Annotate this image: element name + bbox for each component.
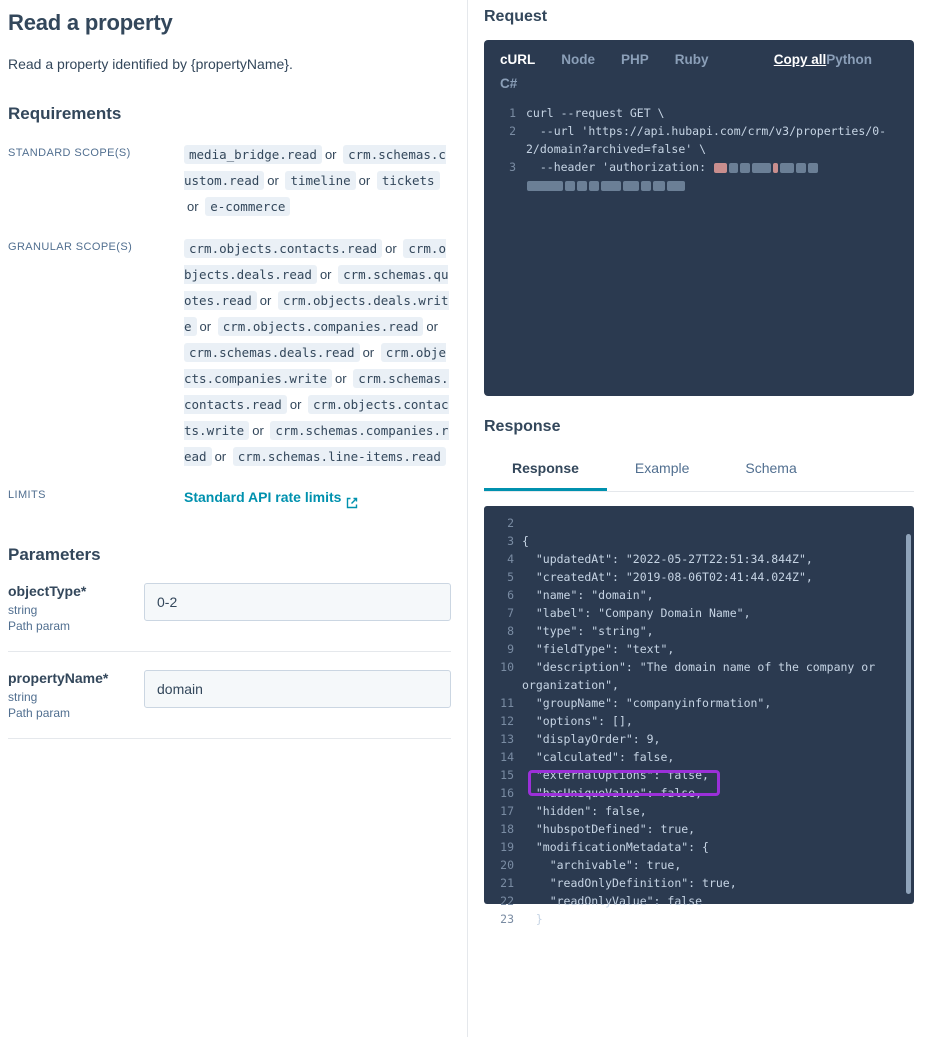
- json-line: [488, 838, 906, 856]
- request-code-body: [484, 100, 914, 204]
- redacted-token: [780, 163, 794, 173]
- limits-link-label: Standard API rate limits: [184, 489, 342, 505]
- parameter-row-propertyname: [8, 652, 451, 739]
- code-line-redacted: [494, 176, 904, 194]
- scope-separator: or: [324, 147, 337, 162]
- scope-chip: crm.schemas.deals.read: [184, 343, 360, 362]
- line-number: 2: [507, 516, 514, 530]
- json-line: [488, 640, 906, 658]
- scope-chip: tickets: [377, 171, 440, 190]
- line-number: 22: [500, 894, 514, 908]
- scope-separator: or: [187, 199, 199, 214]
- line-text: "calculated": false,: [522, 750, 675, 764]
- line-number: 4: [507, 552, 514, 566]
- json-line: [488, 784, 906, 802]
- language-tab-ruby[interactable]: Ruby: [674, 52, 709, 67]
- line-number: 20: [500, 858, 514, 872]
- line-text: "readOnlyDefinition": true,: [522, 876, 737, 890]
- json-line: [488, 604, 906, 622]
- json-line: [488, 568, 906, 586]
- scope-chip: crm.schemas.custom.read: [184, 147, 446, 188]
- redacted-token: [589, 181, 599, 191]
- redacted-token: [729, 163, 738, 173]
- redacted-token: [577, 181, 587, 191]
- parameter-name-text: propertyName: [8, 670, 103, 686]
- language-tab-csharp[interactable]: C#: [500, 76, 518, 91]
- scope-separator: or: [426, 319, 438, 334]
- line-text: "description": "The domain name of the company or organization",: [522, 660, 883, 692]
- redacted-token: [752, 163, 771, 173]
- scope-chip: crm.objects.companies.read: [218, 317, 424, 336]
- line-number: 9: [507, 642, 514, 656]
- json-line: [488, 892, 906, 910]
- granular-scopes-label: GRANULAR SCOPE(S): [8, 241, 133, 253]
- line-text: "type": "string",: [522, 624, 654, 638]
- line-text: "fieldType": "text",: [522, 642, 675, 656]
- json-line: [488, 712, 906, 730]
- line-text: {: [522, 534, 529, 548]
- parameter-name-text: objectType: [8, 583, 81, 599]
- json-line: [488, 514, 906, 532]
- line-number: 18: [500, 822, 514, 836]
- response-code-panel: [484, 506, 914, 926]
- scope-separator: or: [259, 293, 272, 308]
- code-line: [494, 104, 904, 122]
- line-number: 12: [500, 714, 514, 728]
- tab-schema[interactable]: Schema: [745, 460, 797, 476]
- json-line: [488, 766, 906, 784]
- requirements-row-standard-scopes: [8, 142, 451, 220]
- standard-api-rate-limits-link[interactable]: [184, 484, 358, 510]
- limits-value: [184, 484, 451, 511]
- line-text: "modificationMetadata": {: [522, 840, 709, 854]
- parameter-type: string: [8, 603, 38, 617]
- redacted-token: [667, 181, 685, 191]
- parameter-row-objecttype: [8, 565, 451, 652]
- line-text: }: [522, 912, 543, 926]
- json-line: [488, 730, 906, 748]
- line-number: 19: [500, 840, 514, 854]
- line-number: 13: [500, 732, 514, 746]
- json-line: [488, 586, 906, 604]
- redacted-token: [653, 181, 665, 191]
- tab-example[interactable]: Example: [634, 460, 690, 476]
- json-line: [488, 622, 906, 640]
- line-text: [526, 158, 819, 176]
- line-number: 16: [500, 786, 514, 800]
- scope-chip: crm.objects.deals.write: [184, 293, 449, 334]
- line-text: "readOnlyValue": false: [522, 894, 703, 908]
- scope-separator: or: [358, 173, 371, 188]
- scope-chip: crm.schemas.companies.read: [184, 423, 449, 464]
- line-number: 3: [509, 160, 516, 174]
- page-title: Read a property: [8, 10, 173, 35]
- scope-chip: crm.objects.companies.write: [184, 345, 446, 386]
- line-text: "archivable": true,: [522, 858, 682, 872]
- response-json-body: [484, 506, 914, 936]
- granular-scopes-values: [184, 236, 451, 470]
- request-code-panel: [484, 40, 914, 396]
- scope-separator: or: [199, 319, 212, 334]
- scope-chip: e-commerce: [205, 197, 290, 216]
- requirements-row-granular-scopes: [8, 236, 451, 470]
- line-number: 11: [500, 696, 514, 710]
- line-number: 7: [507, 606, 514, 620]
- scope-chip: crm.objects.contacts.write: [184, 397, 449, 438]
- redacted-token: [714, 163, 727, 173]
- line-text: "options": [],: [522, 714, 633, 728]
- external-link-icon: [346, 491, 358, 503]
- scope-separator: or: [289, 397, 302, 412]
- request-panel-title: Request: [484, 8, 548, 25]
- redacted-token: [565, 181, 575, 191]
- parameter-name: [8, 670, 144, 686]
- json-line: [488, 748, 906, 766]
- required-marker: *: [102, 670, 109, 686]
- json-line: [488, 856, 906, 874]
- line-number: 5: [507, 570, 514, 584]
- parameter-meta: [8, 583, 144, 633]
- parameter-name: [8, 583, 144, 599]
- line-text: "hasUniqueValue": false,: [522, 786, 703, 800]
- language-tab-node[interactable]: Node: [561, 52, 596, 67]
- redacted-token: [623, 181, 639, 191]
- response-scrollbar[interactable]: [906, 534, 911, 894]
- scope-chip: media_bridge.read: [184, 145, 322, 164]
- scope-chip: crm.schemas.line-items.read: [233, 447, 446, 466]
- json-line: [488, 874, 906, 892]
- line-text: "label": "Company Domain Name",: [522, 606, 751, 620]
- line-number: 6: [507, 588, 514, 602]
- copy-all-button[interactable]: Copy all: [773, 52, 827, 67]
- language-tab-curl[interactable]: cURL: [500, 52, 536, 67]
- line-text: "groupName": "companyinformation",: [522, 696, 772, 710]
- scope-chip: crm.schemas.contacts.read: [184, 371, 449, 412]
- scope-separator: or: [319, 267, 332, 282]
- json-line: [488, 550, 906, 568]
- redacted-token: [773, 163, 778, 173]
- scope-separator: or: [267, 173, 279, 188]
- line-text: "displayOrder": 9,: [522, 732, 661, 746]
- line-text: [526, 176, 686, 194]
- line-text: "createdAt": "2019-08-06T02:41:44.024Z",: [522, 570, 813, 584]
- redacted-token: [527, 181, 563, 191]
- required-marker: *: [80, 583, 87, 599]
- parameter-location: Path param: [8, 619, 71, 633]
- redacted-token: [601, 181, 621, 191]
- response-panel-title: Response: [484, 418, 561, 435]
- redacted-token: [740, 163, 750, 173]
- line-number: 21: [500, 876, 514, 890]
- line-number: 8: [507, 624, 514, 638]
- line-number: 17: [500, 804, 514, 818]
- tab-response[interactable]: Response: [484, 450, 607, 491]
- redacted-token: [796, 163, 806, 173]
- json-line: [488, 820, 906, 838]
- json-line-highlighted: [488, 802, 906, 820]
- scope-separator: or: [252, 423, 264, 438]
- scope-chip: timeline: [285, 171, 355, 190]
- line-text: --url 'https://api.hubapi.com/crm/v3/properties/0-2/domain?archived=false' \: [526, 124, 887, 156]
- redacted-token: [808, 163, 818, 173]
- json-line: [488, 532, 906, 550]
- standard-scopes-label: STANDARD SCOPE(S): [8, 147, 131, 159]
- redacted-token: [641, 181, 651, 191]
- line-text: "updatedAt": "2022-05-27T22:51:34.844Z",: [522, 552, 813, 566]
- line-number: 1: [509, 106, 516, 120]
- line-number: 2: [509, 124, 516, 138]
- scope-chip: crm.schemas.quotes.read: [184, 267, 449, 308]
- code-line: [494, 158, 904, 176]
- language-tab-python[interactable]: Python: [826, 52, 872, 67]
- requirements-table: [8, 142, 451, 511]
- response-tabs: [484, 450, 914, 492]
- requirements-row-limits: [8, 484, 451, 511]
- parameter-location: Path param: [8, 706, 71, 720]
- line-text-visible: --header 'authorization:: [526, 160, 713, 174]
- line-number: 23: [500, 912, 514, 926]
- line-text: "name": "domain",: [522, 588, 654, 602]
- parameter-meta: [8, 670, 144, 720]
- line-text: curl --request GET \: [526, 106, 665, 120]
- parameters-heading: Parameters: [8, 545, 101, 564]
- line-number: 3: [507, 534, 514, 548]
- scope-separator: or: [214, 449, 227, 464]
- json-line: [488, 910, 906, 928]
- json-line: [488, 658, 906, 694]
- json-line: [488, 694, 906, 712]
- limits-label: LIMITS: [8, 489, 46, 501]
- requirements-heading: Requirements: [8, 104, 122, 123]
- scope-separator: or: [362, 345, 375, 360]
- line-number: 10: [500, 660, 514, 674]
- scope-separator: or: [385, 241, 397, 256]
- language-tabs: [484, 40, 914, 100]
- scope-chip: crm.objects.deals.read: [184, 241, 446, 282]
- api-console-right-column: [468, 0, 930, 1037]
- propertyname-input[interactable]: [144, 670, 451, 708]
- objecttype-input[interactable]: [144, 583, 451, 621]
- line-text: "hubspotDefined": true,: [522, 822, 696, 836]
- standard-scopes-values: [184, 142, 451, 220]
- page-description: Read a property identified by {propertyName}.: [8, 56, 293, 72]
- code-line: [494, 122, 904, 158]
- parameter-type: string: [8, 690, 38, 704]
- language-tab-php[interactable]: PHP: [621, 52, 649, 67]
- scope-chip: crm.objects.contacts.read: [184, 239, 382, 258]
- line-number: 15: [500, 768, 514, 782]
- scope-separator: or: [335, 371, 347, 386]
- line-number: 14: [500, 750, 514, 764]
- line-text: "hidden": false,: [522, 804, 647, 818]
- line-text: "externalOptions": false,: [522, 768, 709, 782]
